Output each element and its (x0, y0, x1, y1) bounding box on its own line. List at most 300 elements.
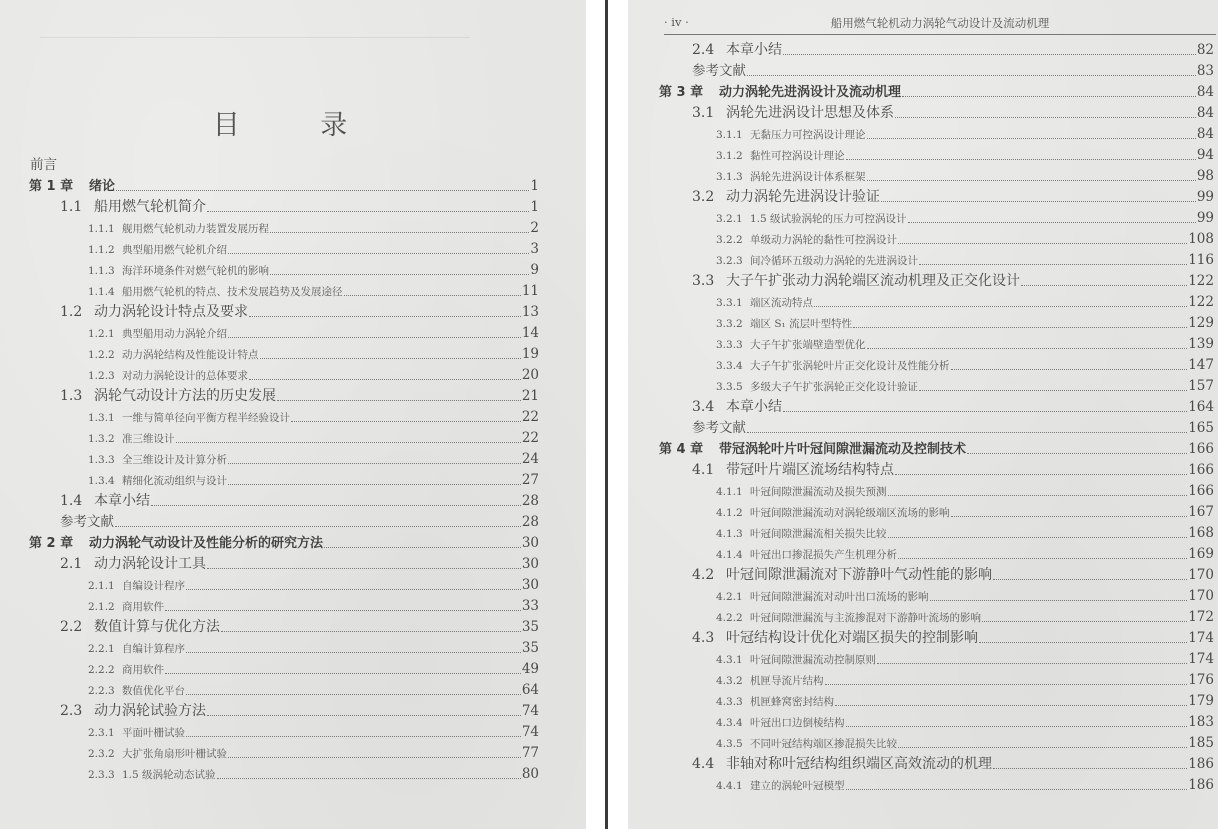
toc-number: 4.3.2 (716, 675, 743, 687)
toc-label: 本章小结 (94, 493, 150, 509)
toc-number: 1.4 (60, 493, 83, 509)
toc-title: 目 录 (212, 110, 384, 141)
toc-number: 3.3 (692, 273, 715, 289)
toc-label: 涡轮先进涡设计思想及体系 (726, 105, 894, 121)
toc-page-number: 170 (1188, 588, 1214, 604)
toc-subsection[interactable] (664, 607, 1214, 628)
toc-page-number: 84 (1196, 126, 1214, 142)
toc-number: 4.2.1 (716, 591, 743, 603)
dot-leader (176, 441, 521, 443)
toc-number: 1.2.2 (88, 349, 115, 361)
toc-label: 典型船用动力涡轮介绍 (122, 328, 227, 340)
toc-subsection[interactable] (664, 712, 1214, 733)
toc-list-right (659, 40, 1214, 796)
toc-subsection[interactable] (664, 166, 1214, 187)
toc-references[interactable] (664, 61, 1214, 82)
toc-section[interactable] (664, 628, 1214, 649)
dot-leader (867, 347, 1188, 349)
toc-label: 间冷循环五级动力涡轮的先进涡设计 (750, 255, 918, 267)
toc-subsection[interactable] (30, 344, 539, 365)
toc-number: 第 4 章 (659, 442, 704, 457)
toc-preface[interactable] (30, 155, 539, 176)
dot-leader (747, 431, 1187, 433)
toc-label: 叶冠间隙泄漏流动及损失预测 (750, 486, 887, 498)
toc-subsection[interactable] (30, 365, 539, 386)
running-header (664, 12, 1216, 35)
dot-leader (867, 179, 1196, 181)
toc-number: 2.3.2 (88, 748, 115, 760)
toc-section[interactable] (30, 701, 539, 722)
toc-section[interactable] (664, 103, 1214, 124)
toc-subsection[interactable] (664, 208, 1214, 229)
toc-subsection[interactable] (664, 250, 1214, 271)
toc-chapter[interactable] (29, 533, 539, 554)
toc-label: 一维与简单径向平衡方程半经验设计 (122, 412, 290, 424)
toc-section[interactable] (30, 491, 539, 512)
toc-page-number: 83 (1196, 63, 1214, 79)
toc-label: 动力涡轮设计特点及要求 (94, 304, 248, 320)
toc-label: 动力涡轮气动设计及性能分析的研究方法 (89, 536, 324, 551)
toc-subsection[interactable] (30, 596, 539, 617)
dot-leader (982, 620, 1187, 622)
dot-leader (846, 725, 1188, 727)
toc-chapter[interactable] (659, 439, 1214, 460)
toc-subsection[interactable] (664, 376, 1214, 397)
toc-number: 3.3.1 (716, 297, 743, 309)
toc-label: 不同叶冠结构端区掺混损失比较 (750, 738, 897, 750)
toc-label: 大子午扩张端壁造型优化 (750, 339, 866, 351)
toc-number: 2.1.2 (88, 601, 115, 613)
toc-page-number: 122 (1188, 273, 1214, 289)
toc-page-number: 157 (1188, 378, 1214, 394)
dot-leader (888, 536, 1188, 538)
dot-leader (919, 263, 1187, 265)
toc-label: 机匣导流片结构 (750, 675, 824, 687)
toc-subsection[interactable] (30, 407, 539, 428)
toc-subsection[interactable] (664, 670, 1214, 691)
toc-label: 无黏压力可控涡设计理论 (750, 129, 866, 141)
toc-label: 建立的涡轮叶冠模型 (750, 780, 845, 792)
toc-number: 3.1 (692, 105, 715, 121)
toc-list-left (30, 155, 539, 785)
toc-number: 4.3 (692, 630, 715, 646)
dot-leader (898, 557, 1187, 559)
toc-subsection[interactable] (664, 229, 1214, 250)
page-number: · iv · (664, 15, 689, 29)
toc-section[interactable] (664, 565, 1214, 586)
dot-leader (979, 641, 1187, 643)
toc-label: 大子午扩张涡轮叶片正交化设计及性能分析 (750, 360, 950, 372)
toc-label: 精细化流动组织与设计 (122, 475, 227, 487)
toc-section[interactable] (664, 40, 1214, 61)
toc-page-number: 24 (521, 451, 539, 467)
toc-page-number: 168 (1188, 525, 1214, 541)
toc-page-number: 1 (530, 178, 539, 194)
toc-label: 叶冠出口边倒棱结构 (750, 717, 845, 729)
toc-label: 叶冠出口掺混损失产生机理分析 (750, 549, 897, 561)
toc-page-number: 172 (1188, 609, 1214, 625)
toc-page-number: 35 (521, 640, 539, 656)
toc-label: 商用软件 (122, 664, 164, 676)
toc-page-number: 166 (1188, 462, 1214, 478)
dot-leader (165, 609, 521, 611)
toc-page-number: 84 (1196, 84, 1214, 100)
right-page (628, 0, 1218, 829)
toc-page-number: 49 (521, 661, 539, 677)
toc-section[interactable] (664, 460, 1214, 481)
toc-number: 4.3.4 (716, 717, 743, 729)
dot-leader (895, 116, 1196, 118)
toc-subsection[interactable] (664, 124, 1214, 145)
toc-page-number: 186 (1188, 777, 1214, 793)
toc-label: 舰用燃气轮机动力装置发展历程 (122, 223, 269, 235)
dot-leader (846, 158, 1196, 160)
toc-section[interactable] (664, 754, 1214, 775)
toc-subsection[interactable] (30, 239, 539, 260)
toc-page-number: 35 (521, 619, 539, 635)
dot-leader (898, 242, 1187, 244)
toc-label: 涡轮先进涡设计体系框架 (750, 171, 866, 183)
toc-page-number: 147 (1188, 357, 1214, 373)
toc-number: 1.3.1 (88, 412, 115, 424)
toc-page-number: 77 (521, 745, 539, 761)
dot-leader (951, 368, 1188, 370)
toc-label: 多级大子午扩张涡轮正交化设计验证 (750, 381, 918, 393)
toc-number: 3.2.1 (716, 213, 743, 225)
dot-leader (115, 525, 521, 527)
dot-leader (877, 662, 1187, 664)
toc-number: 4.1.3 (716, 528, 743, 540)
toc-subsection[interactable] (664, 355, 1214, 376)
toc-section[interactable] (664, 271, 1214, 292)
toc-number: 3.2 (692, 189, 715, 205)
toc-subsection[interactable] (30, 575, 539, 596)
dot-leader (867, 137, 1196, 139)
toc-section[interactable] (30, 554, 539, 575)
dot-leader (249, 378, 521, 380)
toc-page-number: 186 (1188, 756, 1214, 772)
toc-number: 4.2 (692, 567, 715, 583)
toc-label: 船用燃气轮机简介 (94, 199, 206, 215)
dot-leader (951, 515, 1188, 517)
toc-subsection[interactable] (664, 733, 1214, 754)
toc-number: 1.2.3 (88, 370, 115, 382)
toc-page-number: 30 (521, 556, 539, 572)
toc-number: 第 3 章 (659, 85, 704, 100)
dot-leader (228, 462, 521, 464)
toc-page-number: 33 (521, 598, 539, 614)
toc-label: 机匣蜂窝密封结构 (750, 696, 834, 708)
dot-leader (814, 305, 1187, 307)
left-page (0, 0, 586, 829)
toc-number: 1.2 (60, 304, 83, 320)
toc-label: 前言 (30, 157, 57, 173)
toc-number: 2.3.3 (88, 769, 115, 781)
toc-page-number: 3 (530, 241, 539, 257)
toc-number: 4.3.5 (716, 738, 743, 750)
toc-label: 叶冠间隙泄漏流动对涡轮级端区流场的影响 (750, 507, 950, 519)
toc-label: 叶冠间隙泄漏流与主流掺混对下游静叶流场的影响 (750, 612, 981, 624)
dot-leader (898, 746, 1187, 748)
toc-page-number: 2 (530, 220, 539, 236)
toc-label: 海洋环境条件对燃气轮机的影响 (122, 265, 269, 277)
toc-number: 4.3.3 (716, 696, 743, 708)
toc-label: 商用软件 (122, 601, 164, 613)
toc-number: 1.2.1 (88, 328, 115, 340)
toc-chapter[interactable] (659, 82, 1214, 103)
toc-page-number: 167 (1188, 504, 1214, 520)
toc-subsection[interactable] (30, 449, 539, 470)
toc-page-number: 11 (521, 283, 539, 299)
toc-section[interactable] (30, 617, 539, 638)
toc-subsection[interactable] (30, 680, 539, 701)
toc-label: 动力涡轮先进涡设计及流动机理 (719, 85, 902, 100)
toc-number: 2.2.2 (88, 664, 115, 676)
toc-subsection[interactable] (30, 764, 539, 785)
toc-number: 3.1.1 (716, 129, 743, 141)
toc-number: 1.1.2 (88, 244, 115, 256)
toc-label: 叶冠间隙泄漏流对动叶出口流场的影响 (750, 591, 929, 603)
toc-subsection[interactable] (30, 659, 539, 680)
dot-leader (151, 504, 521, 506)
toc-number: 3.1.3 (716, 171, 743, 183)
toc-number: 4.1.1 (716, 486, 743, 498)
toc-label: 1.5 级试验涡轮的压力可控涡设计 (750, 213, 907, 225)
toc-number: 1.1.1 (88, 223, 115, 235)
toc-number: 3.2.2 (716, 234, 743, 246)
toc-label: 绪论 (89, 179, 116, 194)
dot-leader (825, 683, 1188, 685)
toc-subsection[interactable] (30, 743, 539, 764)
dot-leader (186, 735, 521, 737)
toc-page-number: 99 (1196, 189, 1214, 205)
toc-number: 1.3.4 (88, 475, 115, 487)
toc-number: 1.3 (60, 388, 83, 404)
toc-references[interactable] (664, 418, 1214, 439)
toc-page-number: 164 (1188, 399, 1214, 415)
toc-subsection[interactable] (664, 649, 1214, 670)
toc-subsection[interactable] (30, 470, 539, 491)
toc-number: 4.4.1 (716, 780, 743, 792)
toc-page-number: 82 (1196, 42, 1214, 58)
toc-page-number: 129 (1188, 315, 1214, 331)
bleed-through-rule (40, 37, 470, 38)
toc-label: 叶冠结构设计优化对端区损失的控制影响 (726, 630, 978, 646)
toc-label: 数值优化平台 (122, 685, 185, 697)
toc-page-number: 1 (530, 199, 539, 215)
toc-label: 典型船用燃气轮机介绍 (122, 244, 227, 256)
toc-subsection[interactable] (30, 722, 539, 743)
dot-leader (228, 483, 521, 485)
toc-number: 1.1.3 (88, 265, 115, 277)
toc-label: 动力涡轮先进涡设计验证 (726, 189, 880, 205)
toc-subsection[interactable] (30, 260, 539, 281)
book-title: 船用燃气轮机动力涡轮气动设计及流动机理 (830, 16, 1050, 30)
dot-leader (747, 74, 1196, 76)
toc-number: 2.2.3 (88, 685, 115, 697)
dot-leader (270, 273, 529, 275)
toc-label: 船用燃气轮机的特点、技术发展趋势及发展途径 (122, 286, 343, 298)
dot-leader (207, 567, 521, 569)
toc-number: 3.2.3 (716, 255, 743, 267)
toc-label: 动力涡轮试验方法 (94, 703, 206, 719)
dot-leader (217, 777, 521, 779)
toc-page-number: 98 (1196, 168, 1214, 184)
toc-page-number: 28 (521, 493, 539, 509)
toc-label: 本章小结 (726, 399, 782, 415)
toc-page-number: 9 (530, 262, 539, 278)
toc-subsection[interactable] (664, 586, 1214, 607)
toc-references[interactable] (30, 512, 539, 533)
toc-page-number: 170 (1188, 567, 1214, 583)
toc-label: 叶冠间隙泄漏流动控制原则 (750, 654, 876, 666)
toc-label: 全三维设计及计算分析 (122, 454, 227, 466)
toc-number: 4.4 (692, 756, 715, 772)
toc-label: 准三维设计 (122, 433, 175, 445)
toc-number: 2.3.1 (88, 727, 115, 739)
toc-label: 动力涡轮设计工具 (94, 556, 206, 572)
dot-leader (228, 336, 521, 338)
toc-number: 3.4 (692, 399, 715, 415)
toc-page-number: 94 (1196, 147, 1214, 163)
toc-number: 第 2 章 (29, 536, 74, 551)
toc-page-number: 20 (521, 367, 539, 383)
dot-leader (902, 95, 1196, 97)
toc-number: 第 1 章 (29, 179, 74, 194)
dot-leader (967, 452, 1187, 454)
dot-leader (207, 714, 521, 716)
toc-number: 1.3.3 (88, 454, 115, 466)
toc-subsection[interactable] (664, 292, 1214, 313)
toc-subsection[interactable] (664, 544, 1214, 565)
toc-label: 对动力涡轮设计的总体要求 (122, 370, 248, 382)
toc-label: 本章小结 (726, 42, 782, 58)
toc-subsection[interactable] (664, 145, 1214, 166)
toc-number: 1.1.4 (88, 286, 115, 298)
dot-leader (888, 494, 1188, 496)
toc-subsection[interactable] (30, 281, 539, 302)
toc-label: 自编设计程序 (122, 580, 185, 592)
toc-subsection[interactable] (664, 523, 1214, 544)
toc-section[interactable] (664, 397, 1214, 418)
toc-subsection[interactable] (664, 481, 1214, 502)
toc-page-number: 185 (1188, 735, 1214, 751)
toc-label: 动力涡轮结构及性能设计特点 (122, 349, 259, 361)
toc-page-number: 139 (1188, 336, 1214, 352)
toc-subsection[interactable] (30, 218, 539, 239)
toc-number: 2.2 (60, 619, 83, 635)
toc-page-number: 19 (521, 346, 539, 362)
toc-page-number: 179 (1188, 693, 1214, 709)
dot-leader (783, 410, 1187, 412)
toc-number: 1.3.2 (88, 433, 115, 445)
toc-subsection[interactable] (664, 313, 1214, 334)
toc-number: 2.4 (692, 42, 715, 58)
dot-leader (783, 53, 1196, 55)
toc-page-number: 99 (1196, 210, 1214, 226)
toc-label: 自编计算程序 (122, 643, 185, 655)
toc-page-number: 166 (1188, 441, 1214, 457)
dot-leader (186, 588, 521, 590)
dot-leader (277, 399, 521, 401)
toc-number: 3.1.2 (716, 150, 743, 162)
toc-section[interactable] (30, 386, 539, 407)
dot-leader (993, 767, 1187, 769)
dot-leader (344, 294, 521, 296)
toc-page-number: 176 (1188, 672, 1214, 688)
toc-label: 平面叶栅试验 (122, 727, 185, 739)
dot-leader (1021, 284, 1187, 286)
toc-label: 带冠涡轮叶片叶冠间隙泄漏流动及控制技术 (719, 442, 967, 457)
toc-page-number: 28 (521, 514, 539, 530)
dot-leader (116, 189, 529, 191)
dot-leader (881, 200, 1196, 202)
toc-section[interactable] (30, 302, 539, 323)
toc-chapter[interactable] (29, 176, 539, 197)
toc-page-number: 183 (1188, 714, 1214, 730)
dot-leader (846, 788, 1188, 790)
toc-section[interactable] (30, 197, 539, 218)
toc-number: 3.3.5 (716, 381, 743, 393)
dot-leader (270, 231, 529, 233)
toc-label: 单级动力涡轮的黏性可控涡设计 (750, 234, 897, 246)
toc-label: 大子午扩张动力涡轮端区流动机理及正交化设计 (726, 273, 1020, 289)
toc-label: 参考文献 (692, 63, 746, 79)
dot-leader (249, 315, 521, 317)
toc-subsection[interactable] (664, 334, 1214, 355)
toc-number: 3.3.2 (716, 318, 743, 330)
toc-subsection[interactable] (30, 428, 539, 449)
toc-subsection[interactable] (30, 323, 539, 344)
toc-number: 4.1 (692, 462, 715, 478)
dot-leader (207, 210, 529, 212)
toc-label: 端区 S₁ 流层叶型特性 (750, 318, 853, 330)
dot-leader (835, 704, 1187, 706)
toc-page-number: 21 (521, 388, 539, 404)
toc-label: 非轴对称叶冠结构组织端区高效流动的机理 (726, 756, 992, 772)
toc-label: 叶冠间隙泄漏流相关损失比较 (750, 528, 887, 540)
dot-leader (260, 357, 521, 359)
toc-label: 带冠叶片端区流场结构特点 (726, 462, 894, 478)
toc-page-number: 108 (1188, 231, 1214, 247)
dot-leader (993, 578, 1187, 580)
toc-label: 涡轮气动设计方法的历史发展 (94, 388, 276, 404)
toc-number: 2.2.1 (88, 643, 115, 655)
toc-page-number: 122 (1188, 294, 1214, 310)
dot-leader (186, 651, 521, 653)
toc-page-number: 74 (521, 724, 539, 740)
dot-leader (186, 693, 521, 695)
toc-subsection[interactable] (664, 691, 1214, 712)
toc-page-number: 116 (1188, 252, 1214, 268)
toc-number: 2.1 (60, 556, 83, 572)
toc-page-number: 64 (521, 682, 539, 698)
dot-leader (895, 473, 1187, 475)
dot-leader (291, 420, 521, 422)
toc-number: 1.1 (60, 199, 83, 215)
toc-subsection[interactable] (664, 502, 1214, 523)
toc-section[interactable] (664, 187, 1214, 208)
toc-page-number: 27 (521, 472, 539, 488)
toc-label: 参考文献 (60, 514, 114, 530)
toc-page-number: 166 (1188, 483, 1214, 499)
toc-number: 2.1.1 (88, 580, 115, 592)
dot-leader (853, 326, 1187, 328)
toc-subsection[interactable] (664, 775, 1214, 796)
toc-page-number: 84 (1196, 105, 1214, 121)
toc-subsection[interactable] (30, 638, 539, 659)
toc-label: 数值计算与优化方法 (94, 619, 220, 635)
